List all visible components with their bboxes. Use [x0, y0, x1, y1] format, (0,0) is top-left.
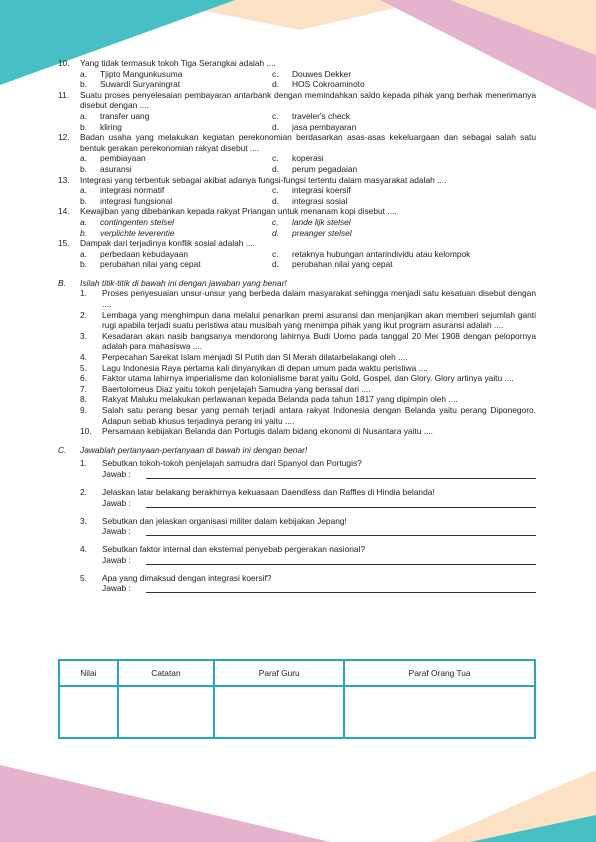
- answer-line[interactable]: [146, 507, 536, 508]
- question-stem: Badan usaha yang melakukan kegiatan perekonomian berdasarkan asas-asas kekeluargaan dan sebagai salah satu bentuk gerakan perekonomian rakyat disebut ....: [80, 132, 536, 153]
- answer-label: Jawab :: [102, 497, 131, 508]
- question-item: [58, 90, 536, 132]
- essay-question: [58, 487, 536, 498]
- answer-option[interactable]: [80, 217, 272, 228]
- answer-option[interactable]: [272, 249, 536, 260]
- option-text: integrasi normatif: [100, 185, 165, 196]
- question-stem: Integrasi yang terbentuk sebagai akibat adanya fungsi-fungsi tertentu dalam masyarakat adalah ....: [80, 174, 447, 185]
- option-letter: b.: [80, 163, 87, 174]
- question-number: 10.: [58, 58, 70, 68]
- item-number: 5.: [80, 362, 87, 373]
- item-number: 8.: [80, 394, 87, 405]
- fill-blank-item: [58, 394, 536, 405]
- answer-label: Jawab :: [102, 468, 131, 479]
- question-stem: Kewajiban yang dibebankan kepada rakyat Priangan untuk menanam kopi disebut ....: [80, 206, 397, 217]
- answer-option[interactable]: [80, 228, 272, 239]
- header-nilai: Nilai: [59, 660, 118, 686]
- option-text: HOS Cokroaminoto: [292, 79, 365, 90]
- option-grid: [80, 249, 536, 270]
- fill-blank-item: [58, 352, 536, 363]
- option-letter: a.: [80, 248, 87, 259]
- item-number: 6.: [80, 373, 87, 384]
- option-text: Tjipto Mangunkusuma: [100, 68, 183, 79]
- question-stem: Dampak dari terjadinya konflik sosial adalah ....: [80, 238, 256, 249]
- item-text: Persamaan kebijakan Belanda dan Portugis dalam bidang ekonomi di Nusantara yaitu ....: [102, 426, 434, 437]
- option-text: integrasi sosial: [292, 195, 348, 206]
- cell-paraf-guru[interactable]: [214, 686, 344, 738]
- item-number: 9.: [80, 405, 87, 415]
- answer-option[interactable]: [80, 185, 272, 196]
- option-letter: a.: [80, 110, 87, 121]
- answer-option[interactable]: [80, 79, 272, 90]
- item-text: Sebutkan faktor internal dan eksternal penyebab pergerakan nasional?: [102, 544, 366, 555]
- essay-question: [58, 458, 536, 469]
- item-text: Proses penyesuaian unsur-unsur yang berbeda dalam masyarakat sehingga menjadi satu kesatuan disebut dengan ....: [102, 288, 536, 310]
- answer-option[interactable]: [272, 185, 536, 196]
- multiple-choice-list: [58, 58, 536, 270]
- answer-label: Jawab :: [102, 583, 131, 594]
- answer-row: [58, 555, 536, 569]
- item-text: Faktor utama lahirnya imperialisme dan kolonialisme barat yaitu Gold, Gospel, dan Glory. Glory artinya yaitu ....: [102, 373, 514, 384]
- option-text: retaknya hubungan antarindividu atau kelompok: [292, 248, 471, 259]
- worksheet-content: [58, 58, 536, 597]
- option-letter: c.: [272, 185, 279, 196]
- option-letter: c.: [272, 216, 279, 227]
- option-text: preanger stelsel: [292, 227, 352, 238]
- option-text: lande lijk stelsel: [292, 216, 351, 227]
- answer-label: Jawab :: [102, 526, 131, 537]
- answer-option[interactable]: [80, 196, 272, 207]
- answer-option[interactable]: [272, 259, 536, 270]
- question-number: 13.: [58, 174, 70, 185]
- item-number: 2.: [80, 309, 87, 320]
- option-letter: d.: [272, 227, 279, 238]
- answer-option[interactable]: [272, 217, 536, 228]
- option-grid: [80, 111, 536, 132]
- item-text: Lembaga yang menghimpun dana melalui penarikan premi asuransi dan menjanjikan akan memberi sejumlah ganti rugi apabila terjadi suatu peristiwa atau musibah yang menimpa pihak yang ikut program asuransi adalah ....: [102, 309, 536, 331]
- answer-option[interactable]: [272, 196, 536, 207]
- question-number: 15.: [58, 238, 70, 249]
- answer-option[interactable]: [272, 111, 536, 122]
- option-text: pembiayaan: [100, 153, 146, 164]
- option-text: integrasi koersif: [292, 185, 351, 196]
- answer-option[interactable]: [80, 153, 272, 164]
- header-catatan: Catatan: [118, 660, 214, 686]
- option-letter: a.: [80, 68, 87, 79]
- item-number: 1.: [80, 288, 87, 299]
- item-text: Sebutkan dan jelaskan organisasi militer dalam kebijakan Jepang!: [102, 515, 347, 526]
- item-number: 4.: [80, 352, 87, 363]
- item-text: Apa yang dimaksud dengan integrasi koersif?: [102, 572, 272, 583]
- header-paraf-orang-tua: Paraf Orang Tua: [344, 660, 535, 686]
- option-grid: [80, 69, 536, 90]
- answer-option[interactable]: [80, 164, 272, 175]
- item-text: Salah satu perang besar yang pernah terjadi antara rakyat Indonesia dengan Belanda yaitu perang Diponegoro. Adapun sebab khusus terjadinya perang ini yaitu ....: [102, 405, 536, 426]
- section-c-heading: C. Jawablah pertanyaan-pertanyaan di bawah ini dengan benar!: [58, 444, 308, 455]
- question-number: 14.: [58, 206, 70, 217]
- option-letter: b.: [80, 259, 87, 270]
- question-stem: Yang tidak termasuk tokoh Tiga Serangkai adalah ....: [80, 58, 276, 68]
- answer-option[interactable]: [80, 111, 272, 122]
- question-item: [58, 175, 536, 207]
- option-letter: d.: [272, 195, 279, 206]
- item-number: 10.: [80, 426, 92, 437]
- option-text: jasa pembayaran: [292, 121, 357, 132]
- option-letter: d.: [272, 259, 279, 270]
- option-grid: [80, 185, 536, 206]
- option-grid: [80, 153, 536, 174]
- item-number: 5.: [80, 572, 87, 583]
- fill-blank-item: [58, 331, 536, 352]
- answer-row: [58, 583, 536, 597]
- fill-blank-item: [58, 288, 536, 309]
- answer-option[interactable]: [272, 79, 536, 90]
- fill-blank-item: [58, 310, 536, 331]
- answer-label: Jawab :: [102, 554, 131, 565]
- item-number: 3.: [80, 330, 87, 341]
- item-text: Lagu Indonesia Raya pertama kali dinyanyikan di depan umum pada waktu peristiwa ....: [102, 362, 428, 373]
- option-letter: a.: [80, 216, 87, 227]
- answer-line[interactable]: [146, 592, 536, 593]
- option-letter: c.: [272, 68, 279, 79]
- fill-blank-item: [58, 363, 536, 374]
- option-text: Douwes Dekker: [292, 68, 352, 79]
- answer-option[interactable]: [80, 69, 272, 80]
- item-number: 1.: [80, 458, 87, 469]
- option-text: verplichte leverentie: [100, 227, 175, 238]
- question-item: [58, 206, 536, 238]
- item-number: 7.: [80, 383, 87, 394]
- option-text: Suwardi Suryaningrat: [100, 79, 181, 90]
- item-text: Jelaskan latar belakang berakhirnya kekuasaan Daendless dan Raffles di Hindia belanda!: [102, 486, 435, 497]
- header-paraf-guru: Paraf Guru: [214, 660, 344, 686]
- essay-question: [58, 516, 536, 527]
- answer-row: [58, 526, 536, 540]
- option-text: koperasi: [292, 153, 324, 164]
- answer-option[interactable]: [272, 153, 536, 164]
- item-text: Kesadaran akan nasib bangsanya mendorong lahirnya Budi Uomo pada tanggal 20 Mei 1908 dengan pelopornya adalah para mahasiswa ....: [102, 330, 536, 352]
- item-text: Baertolomeus Diaz yaitu tokoh penjelajah Samudra yang berasal dari ....: [102, 383, 371, 394]
- answer-option[interactable]: [272, 228, 536, 239]
- answer-line[interactable]: [146, 535, 536, 536]
- essay-question: [58, 544, 536, 555]
- answer-option[interactable]: [272, 164, 536, 175]
- item-text: Rakyat Maluku melakukan perlawanan kepada Belanda pada tahun 1817 yang dipimpin oleh ....: [102, 394, 458, 405]
- essay-question: [58, 573, 536, 584]
- option-letter: a.: [80, 185, 87, 196]
- option-text: perubahan nilai yang cepat: [292, 259, 393, 270]
- item-number: 4.: [80, 544, 87, 555]
- option-letter: c.: [272, 110, 279, 121]
- essay-list: [58, 458, 536, 597]
- question-item: [58, 132, 536, 174]
- fill-blank-list: [58, 288, 536, 436]
- grade-table: [58, 659, 536, 739]
- option-text: perbedaan kebudayaan: [100, 248, 189, 259]
- option-letter: b.: [80, 195, 87, 206]
- question-item: [58, 58, 536, 90]
- item-number: 3.: [80, 515, 87, 526]
- option-text: asuransi: [100, 163, 132, 174]
- option-letter: b.: [80, 227, 87, 238]
- option-text: perubahan nilai yang cepat: [100, 259, 201, 270]
- answer-line[interactable]: [146, 478, 536, 479]
- answer-row: [58, 498, 536, 512]
- item-text: Sebutkan tokoh-tokoh penjelajah samudra dari Spanyol dan Portugis?: [102, 458, 362, 469]
- fill-blank-item: [58, 405, 536, 426]
- answer-option[interactable]: [272, 69, 536, 80]
- option-letter: c.: [272, 248, 279, 259]
- option-letter: b.: [80, 79, 87, 90]
- option-text: integrasi fungsional: [100, 195, 173, 206]
- cell-nilai[interactable]: [59, 686, 118, 738]
- fill-blank-item: [58, 426, 536, 437]
- fill-blank-item: [58, 373, 536, 384]
- question-number: 11.: [58, 89, 70, 100]
- option-letter: b.: [80, 121, 87, 132]
- question-number: 12.: [58, 132, 70, 143]
- answer-row: [58, 469, 536, 483]
- option-text: transfer uang: [100, 110, 150, 121]
- section-b-heading: B. Isilah titik-titik di bawah ini dengan jawaban yang benar!: [58, 277, 287, 288]
- answer-option[interactable]: [80, 122, 272, 133]
- answer-line[interactable]: [146, 564, 536, 565]
- answer-option[interactable]: [272, 122, 536, 133]
- option-text: kliring: [100, 121, 122, 132]
- option-grid: [80, 217, 536, 238]
- option-text: perum pegadaian: [292, 163, 358, 174]
- question-stem: Suatu proses penyelesaian pembayaran antarbank dengan memindahkan saldo kepada pihak yang berhak menerimanya disebut dengan ....: [80, 89, 536, 111]
- option-letter: d.: [272, 121, 279, 132]
- answer-option[interactable]: [80, 259, 272, 270]
- option-text: traveler's check: [292, 110, 350, 121]
- pink-shape-bottom-left: [0, 765, 330, 842]
- item-number: 2.: [80, 486, 87, 497]
- option-letter: d.: [272, 79, 279, 90]
- fill-blank-item: [58, 384, 536, 395]
- question-item: [58, 238, 536, 270]
- cell-paraf-orang-tua[interactable]: [344, 686, 535, 738]
- answer-option[interactable]: [80, 249, 272, 260]
- option-letter: c.: [272, 153, 279, 164]
- item-text: Perpecahan Sarekat Islam menjadi SI Putih dan SI Merah dilatarbelakangi oleh ....: [102, 352, 408, 363]
- cell-catatan[interactable]: [118, 686, 214, 738]
- option-text: contingenten stelsel: [100, 216, 175, 227]
- option-letter: a.: [80, 153, 87, 164]
- option-letter: d.: [272, 163, 279, 174]
